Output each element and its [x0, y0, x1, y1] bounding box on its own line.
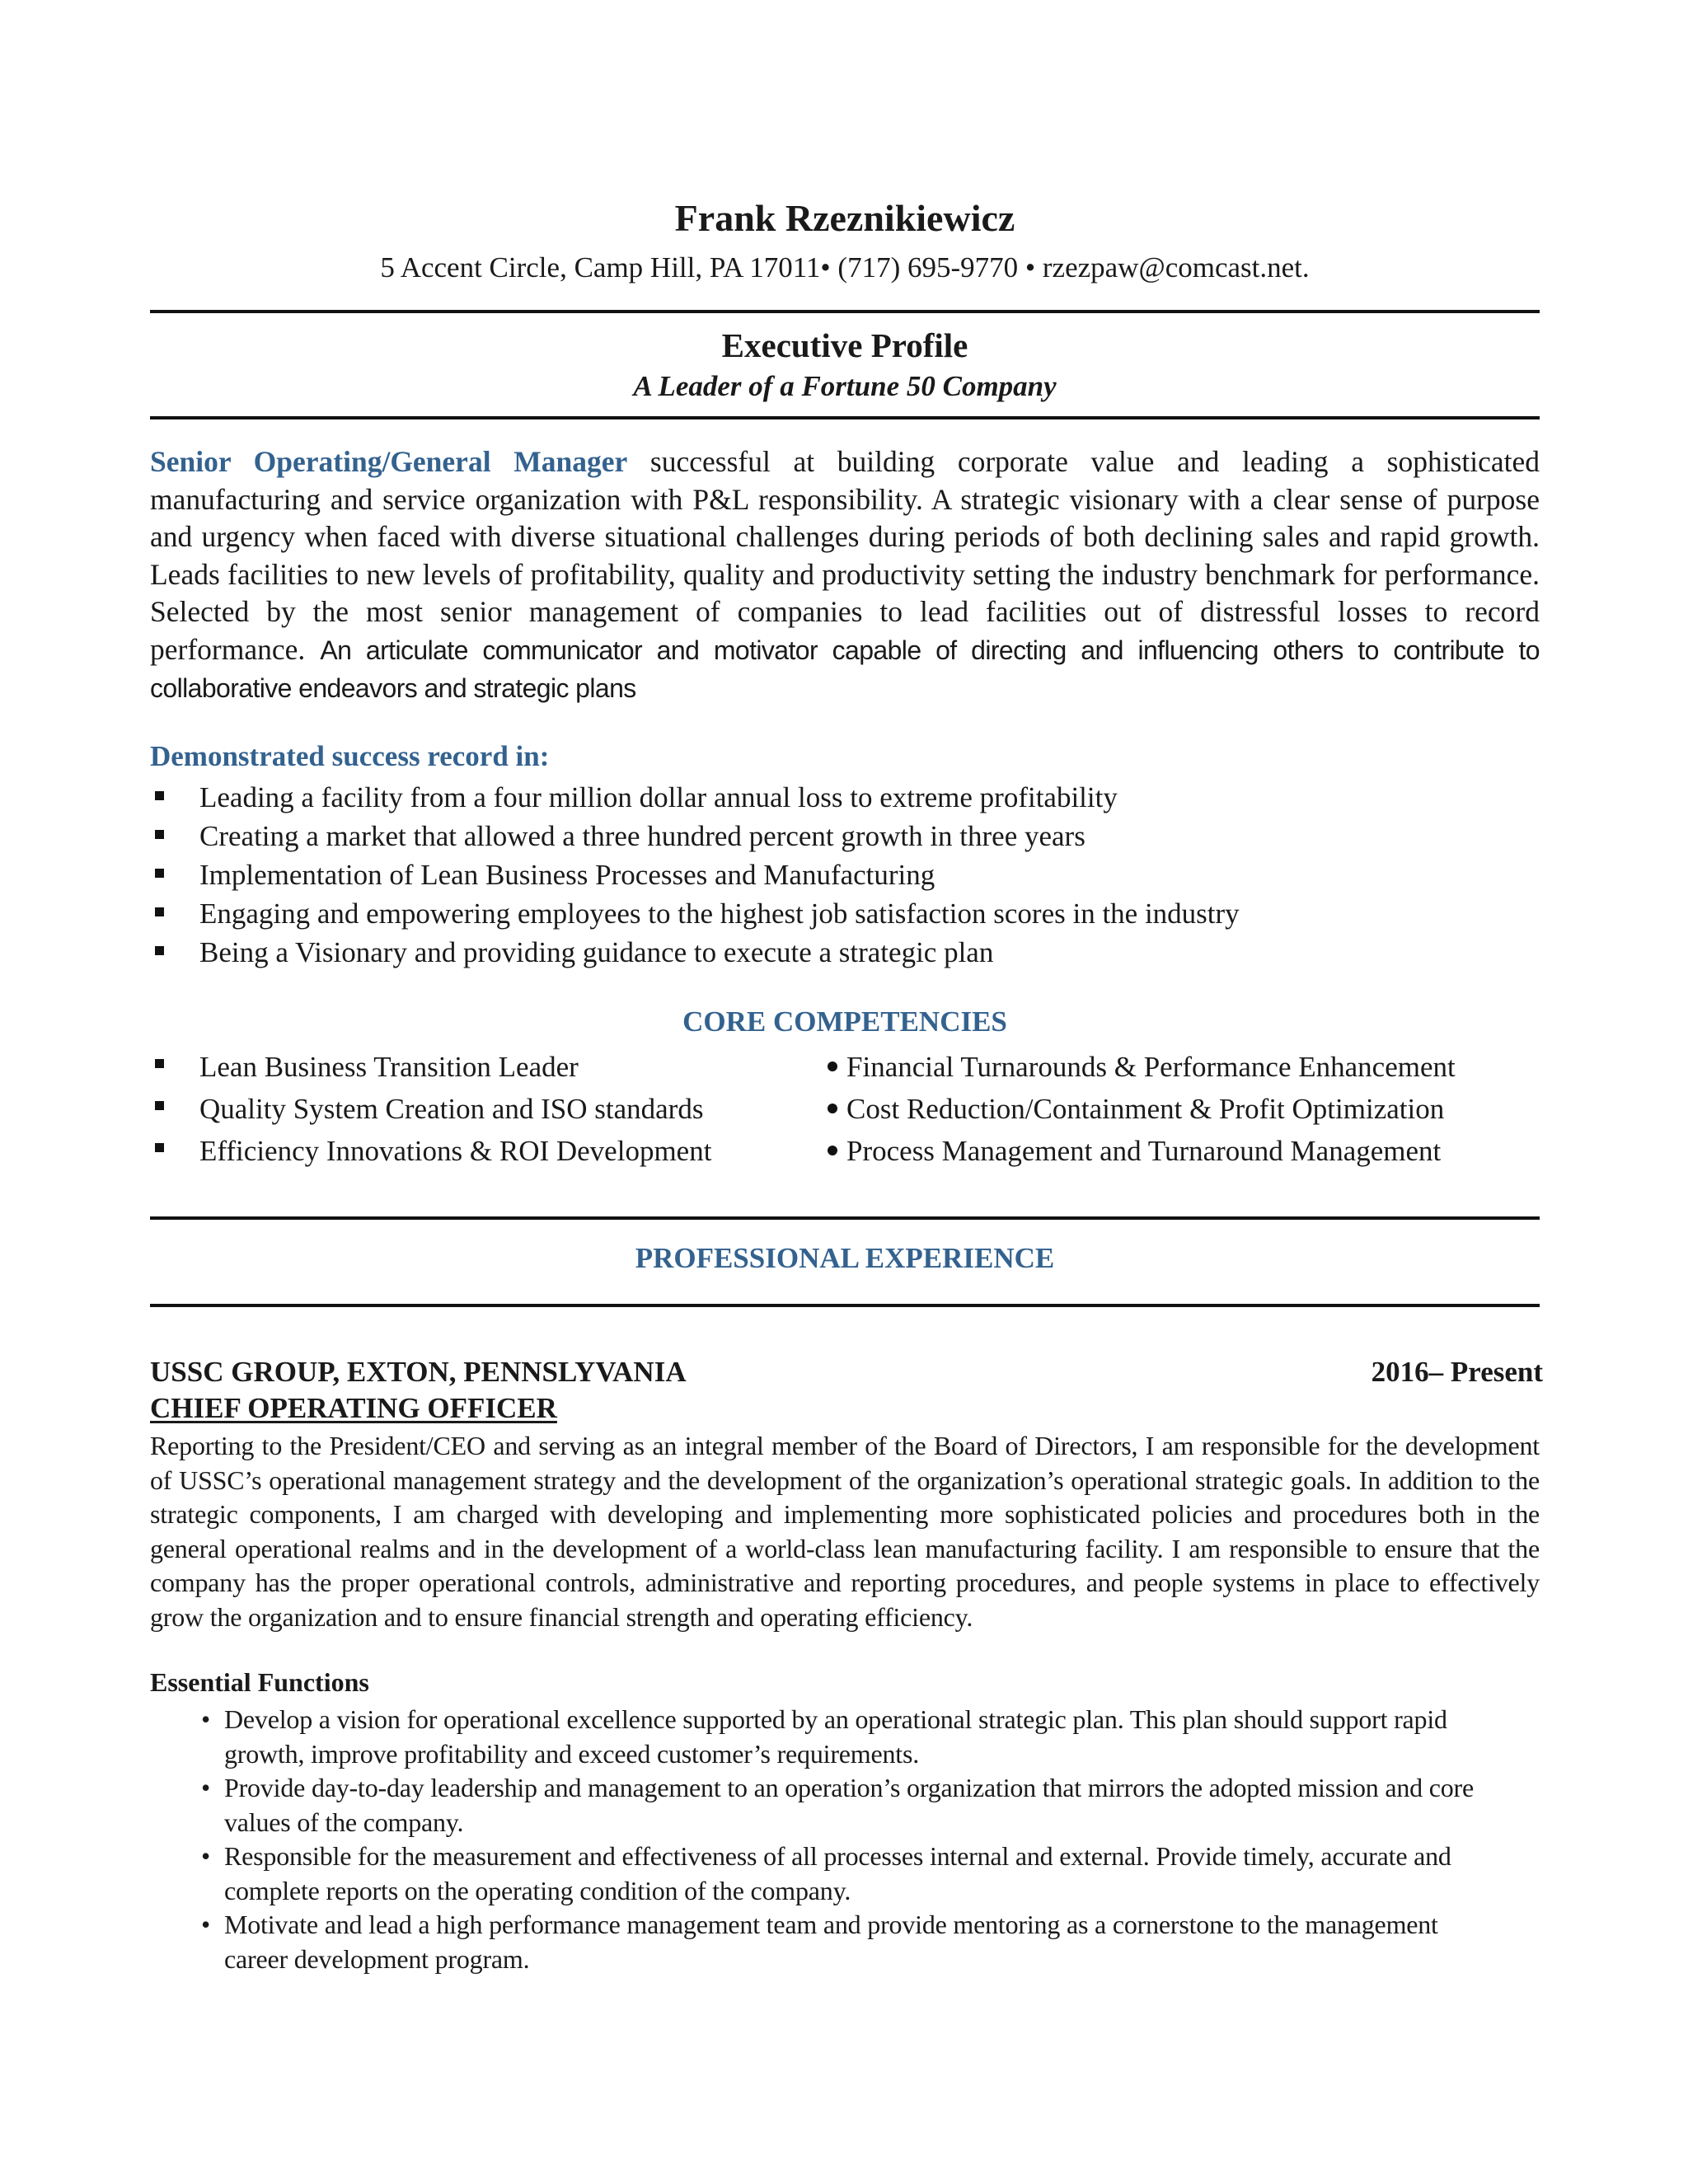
success-item: Creating a market that allowed a three hundred percent growth in three years: [150, 817, 1540, 855]
competency-item: Lean Business Transition Leader: [150, 1046, 809, 1088]
success-item: Being a Visionary and providing guidance to execute a strategic plan: [150, 933, 1540, 972]
header-divider: [150, 310, 1540, 313]
profile-summary: [150, 443, 1540, 708]
summary-text-sans: An articulate communicator and motivator capable of directing and influencing others to contribute to collaborative endeavors and strategic plans: [150, 635, 1540, 703]
profile-subtitle: A Leader of a Fortune 50 Company: [633, 370, 1057, 402]
competency-item: Process Management and Turnaround Management: [826, 1130, 1540, 1172]
competency-item: Financial Turnarounds & Performance Enhancement: [826, 1046, 1540, 1088]
experience-bottom-divider: [150, 1304, 1540, 1307]
summary-lead: Senior Operating/General Manager: [150, 445, 628, 478]
function-item: • Responsible for the measurement and effectiveness of all processes internal and external. Provide timely, accurate and complete reports on the operating condition of the company.: [150, 1840, 1540, 1908]
contact-line: 5 Accent Circle, Camp Hill, PA 17011• (717) 695-9770 • rzezpaw@comcast.net.: [380, 251, 1310, 284]
function-item: • Motivate and lead a high performance management team and provide mentoring as a cornerstone to the management career development program.: [150, 1908, 1540, 1976]
essential-functions-list: [150, 1703, 1540, 1976]
job-title: CHIEF OPERATING OFFICER: [150, 1392, 557, 1424]
profile-heading: Executive Profile: [721, 326, 968, 364]
job-dates: 2016– Present: [1371, 1356, 1543, 1388]
success-item: Implementation of Lean Business Processes and Manufacturing: [150, 855, 1540, 894]
job-description: Reporting to the President/CEO and serving as an integral member of the Board of Directors, I am responsible for the development of USSC’s operational management strategy and the development of the organization’s operational strategic goals. In addition to the strategic components, I am charged with developing and implementing more sophisticated policies and procedures both in the general operational realms and in the development of a world-class lean manufacturing facility. I am responsible to ensure that the company has the proper operational controls, administrative and reporting procedures, and people systems in place to effectively grow the organization and to ensure financial strength and operating efficiency.: [150, 1431, 1540, 1632]
success-item: Engaging and empowering employees to the highest job satisfaction scores in the industry: [150, 894, 1540, 933]
summary-text: successful at building corporate value and leading a sophisticated manufacturing and service organization with P&L responsibility. A strategic visionary with a clear sense of purpose and urgency when faced with diverse situational challenges during periods of both declining sales and rapid growth. Leads facilities to new levels of profitability, quality and productivity setting the industry benchmark for performance. Selected by the most senior management of companies to lead facilities out of distressful losses to record performance.: [150, 445, 1540, 666]
function-item: • Develop a vision for operational excellence supported by an operational strategic plan. This plan should support rapid growth, improve profitability and exceed customer’s requirements.: [150, 1703, 1540, 1771]
competency-item: Efficiency Innovations & ROI Development: [150, 1130, 809, 1172]
competencies-left-column: [150, 1046, 809, 1172]
experience-top-divider: [150, 1216, 1540, 1220]
competency-item: Quality System Creation and ISO standards: [150, 1088, 809, 1130]
success-item: Leading a facility from a four million dollar annual loss to extreme profitability: [150, 778, 1540, 817]
competencies-right-column: [826, 1046, 1540, 1172]
function-item: • Provide day-to-day leadership and management to an operation’s organization that mirrors the adopted mission and core values of the company.: [150, 1771, 1540, 1840]
experience-heading: PROFESSIONAL EXPERIENCE: [635, 1242, 1055, 1274]
success-heading: Demonstrated success record in:: [150, 740, 550, 772]
essential-functions-heading: Essential Functions: [150, 1667, 369, 1697]
candidate-name: Frank Rzeznikiewicz: [674, 197, 1015, 239]
success-list: [150, 778, 1540, 972]
job-company: USSC GROUP, EXTON, PENNSLYVANIA: [150, 1356, 687, 1388]
competency-item: Cost Reduction/Containment & Profit Optimization: [826, 1088, 1540, 1130]
profile-divider: [150, 416, 1540, 419]
competencies-heading: CORE COMPETENCIES: [682, 1005, 1007, 1038]
